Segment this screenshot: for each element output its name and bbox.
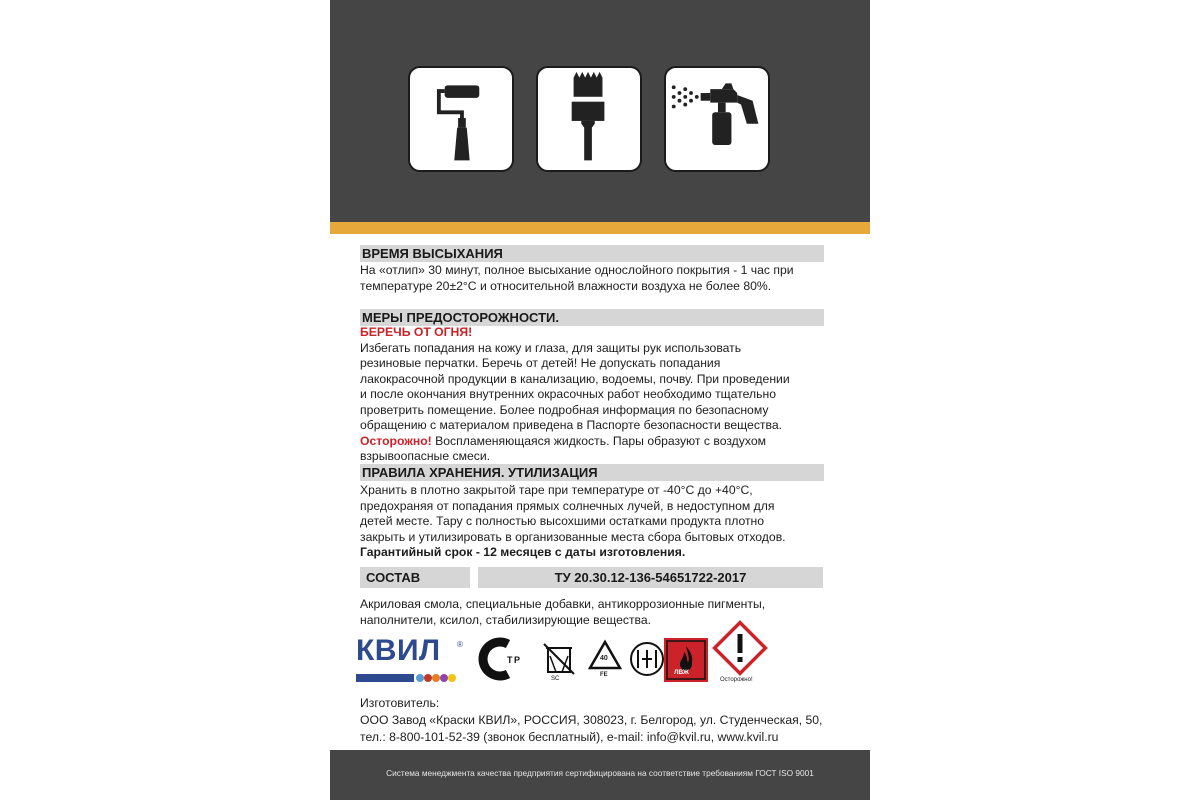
manufacturer-title: Изготовитель: bbox=[360, 696, 440, 710]
section-safety-title: МЕРЫ ПРЕДОСТОРОЖНОСТИ. bbox=[360, 309, 824, 326]
safety-line: проветрить помещение. Более подробная информация по безопасному bbox=[360, 402, 769, 417]
brand-logo: КВИЛ bbox=[356, 634, 441, 667]
svg-text:Т: Т bbox=[507, 655, 513, 665]
storage-line: предохраняя от попадания прямых солнечных лучей, в недоступном для bbox=[360, 498, 775, 513]
flammable-label: ЛВЖ bbox=[674, 669, 689, 676]
safety-line: обращению с материалом приведена в Паспорте безопасности вещества. bbox=[360, 418, 782, 432]
manufacturer-block bbox=[360, 695, 824, 746]
drying-text bbox=[360, 263, 824, 294]
storage-line: Хранить в плотно закрытой таре при температуре от -40°С до +40°С, bbox=[360, 483, 753, 497]
spray-gun-icon bbox=[664, 66, 770, 172]
warranty-text: Гарантийный срок - 12 месяцев с даты изготовления. bbox=[360, 545, 686, 559]
product-label bbox=[330, 0, 870, 800]
composition-line-2: наполнители, ксилол, стабилизирующие вещества. bbox=[360, 612, 652, 627]
no-waste-disposal-icon bbox=[536, 636, 582, 682]
brand-color-bar bbox=[356, 670, 458, 680]
recycle-code: FE bbox=[600, 672, 608, 678]
drying-line-2: температуре 20±2°С и относительной влажности воздуха не более 80%. bbox=[360, 278, 772, 293]
recycle-number: 40 bbox=[600, 655, 608, 662]
safety-line: лакокрасочной продукции в канализацию, водоемы, почву. При проведении bbox=[360, 371, 790, 386]
caution-text: Воспламеняющаяся жидкость. Пары образуют с воздухом bbox=[431, 433, 766, 448]
safety-line: резиновые перчатки. Беречь от детей! Не допускать попадания bbox=[360, 356, 721, 370]
svg-text:Р: Р bbox=[514, 655, 521, 665]
registered-mark: ® bbox=[457, 640, 463, 649]
gost-r-certification-icon bbox=[478, 636, 524, 682]
section-storage-title: ПРАВИЛА ХРАНЕНИЯ. УТИЛИЗАЦИЯ bbox=[360, 464, 824, 481]
safety-line: Избегать попадания на кожу и глаза, для защиты рук использовать bbox=[360, 340, 742, 355]
section-drying-title: ВРЕМЯ ВЫСЫХАНИЯ bbox=[360, 245, 824, 262]
fire-warning: БЕРЕЧЬ ОТ ОГНЯ! bbox=[360, 325, 473, 339]
paint-brush-icon bbox=[536, 66, 642, 172]
safety-line: и после окончания внутренних окрасочных работ необходимо тщательно bbox=[360, 387, 776, 401]
flammable-warning-line-2: взрывоопасные смеси. bbox=[360, 449, 491, 463]
storage-line: закрыть и утилизировать в организованные места сбора бытовых отходов. bbox=[360, 529, 786, 544]
section-composition-title: СОСТАВ bbox=[360, 567, 470, 588]
hazard-caption: Осторожно! bbox=[720, 677, 753, 683]
manufacturer-contacts: тел.: 8-800-101-52-39 (звонок бесплатный), e-mail: info@kvil.ru, www.kvil.ru bbox=[360, 730, 779, 744]
manufacturer-address: ООО Завод «Краски КВИЛ», РОССИЯ, 308023, г. Белгород, ул. Студенческая, 50, bbox=[360, 713, 823, 727]
storage-text bbox=[360, 483, 824, 561]
header-panel bbox=[330, 0, 870, 222]
storage-line: детей месте. Тару с полностью высохшими остатками продукта плотно bbox=[360, 514, 765, 528]
tu-standard: ТУ 20.30.12-136-54651722-2017 bbox=[478, 567, 823, 588]
caution-word: Осторожно! bbox=[360, 433, 432, 448]
paint-roller-icon bbox=[408, 66, 514, 172]
composition-line-1: Акриловая смола, специальные добавки, антикоррозионные пигменты, bbox=[360, 597, 766, 611]
flammable-warning bbox=[360, 434, 824, 450]
safety-text bbox=[360, 325, 824, 465]
accent-stripe bbox=[330, 222, 870, 234]
footer-certification: Система менеджмента качества предприятия сертифицирована на соответствие требованиям ГОСТ ISO 9001 bbox=[330, 750, 870, 800]
hazard-warning-icon bbox=[712, 620, 768, 676]
drying-line-1: На «отлип» 30 минут, полное высыхание однослойного покрытия - 1 час при bbox=[360, 263, 794, 277]
svg-text:SC: SC bbox=[551, 676, 560, 682]
